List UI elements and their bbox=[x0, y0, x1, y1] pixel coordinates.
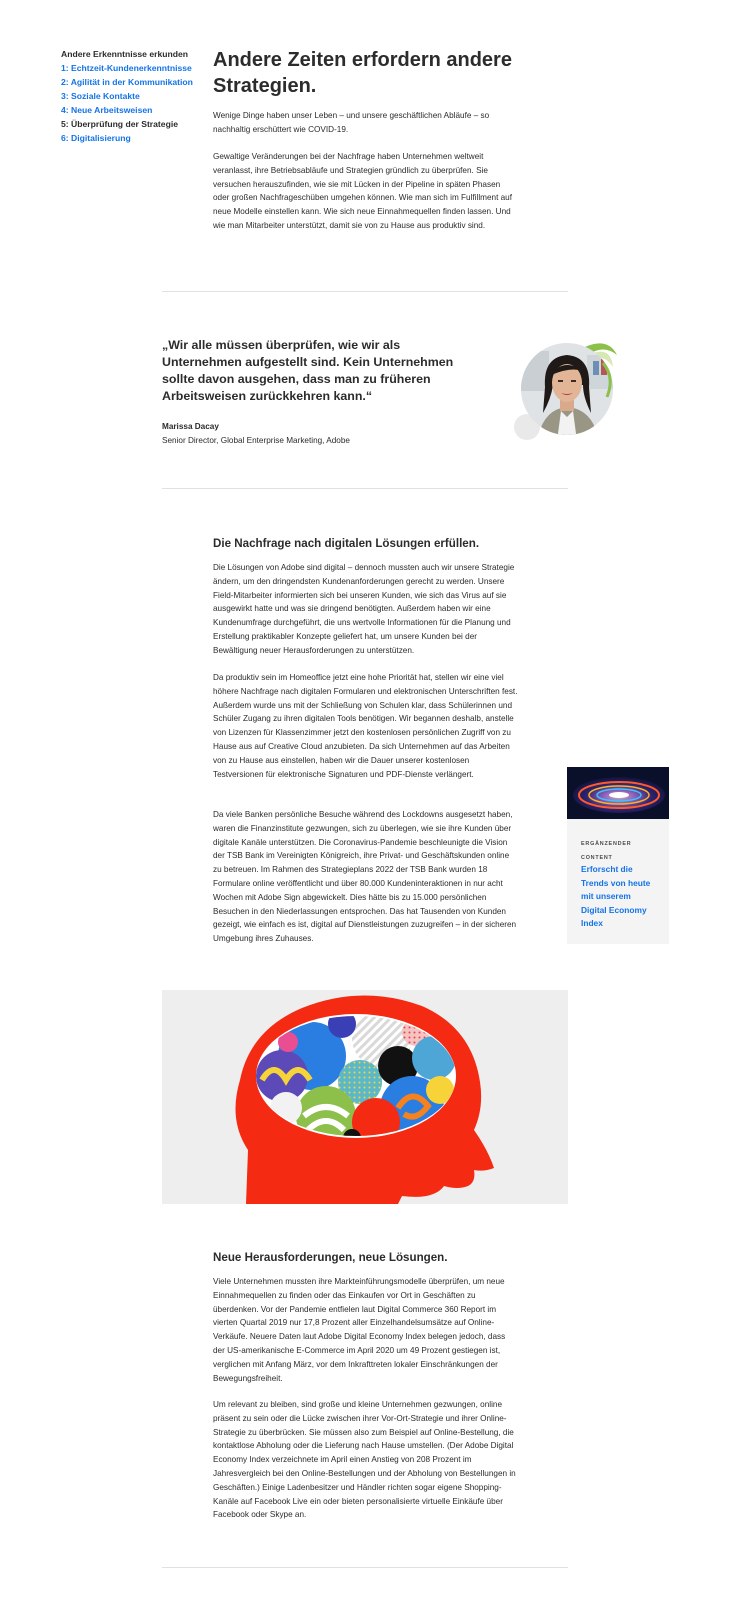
pull-quote: „Wir alle müssen überprüfen, wie wir als Unternehmen aufgestellt sind. Kein Unternehmen sollte davon ausgehen, dass man zu früheren Arbeitsweisen zurückkehren kann.“ bbox=[162, 338, 454, 403]
section-heading-digital-demand: Die Nachfrage nach digitalen Lösungen erfüllen. bbox=[213, 537, 480, 550]
card-label: ERGÄNZENDER CONTENT bbox=[581, 841, 632, 861]
section2-paragraph-1: Viele Unternehmen mussten ihre Markteinführungsmodelle überprüfen, um neue Einnahmequellen zu finden oder das Einkaufen vor Ort in Geschäften zu überdenken. Vor der Pandemie entfielen laut Digital Commerce 360 Report im vierten Quartal 2019 nur 17,8 Prozent aller Einzelhandelsumsätze auf Online-Verkäufe. Neuere Daten laut Adobe Digital Economy Index belegen jedoch, dass der US-amerikanische E-Commerce im April 2020 um 49 Prozent gestiegen ist, verglichen mit Anfang März, vor dem Inkrafttreten lokaler Einschränkungen der Bewegungsfreiheit. bbox=[213, 1277, 506, 1383]
toc-item-3[interactable]: 3: Soziale Kontakte bbox=[61, 91, 140, 101]
section1-paragraph-2: Da produktiv sein im Homeoffice jetzt eine hohe Priorität hat, stellen wir eine viel höhere Nachfrage nach digitalen Formularen und elektronischen Unterschriften fest. Außerdem wurde uns mit der Schließung von Schulen klar, dass Schülerinnen und Schüler Zugang zu ihren digitalen Tools benötigen. Wir begannen deshalb, anstelle von Lizenzen für Klassenzimmer jetzt den kostenlosen persönlichen Zugriff von zu Hause aus auf Creative Cloud anzubieten. Da sich Unternehmen auf das Arbeiten von zu Hause aus einstellen, haben wir die Dauer unserer kostenlosen Testversionen für elektronische Signaturen und PDF-Dienste verlängert. bbox=[213, 673, 518, 779]
section1-paragraph-3: Da viele Banken persönliche Besuche während des Lockdowns ausgesetzt haben, waren die Finanzinstitute gezwungen, sich zu überlegen, wie sie ihre Kunden über digitale Kanäle unterstützen. Die Coronavirus-Pandemie beschleunigte die Vision der TSB Bank im Vereinigten Königreich, ihre Privat- und Geschäftskunden online zu betreuen. Im Rahmen des Strategieplans 2022 der TSB Bank wurden 18 Formulare online veröffentlicht und über 80.000 Kundeninteraktionen in nur acht Wochen mit Adobe Sign abgewickelt. Dies hätte bis zu 15.000 persönlichen Besuchen in den Niederlassungen entsprochen. Das hat Tausenden von Kunden gezeigt, wie einfach es ist, digital auf Dienstleistungen zuzugreifen – in der sicheren Umgebung ihres Zuhauses. bbox=[213, 810, 517, 944]
quote-author-name: Marissa Dacay bbox=[162, 422, 219, 431]
toc-nav bbox=[61, 47, 201, 145]
section-heading-new-challenges: Neue Herausforderungen, neue Lösungen. bbox=[213, 1251, 448, 1264]
toc-item-2[interactable]: 2: Agilität in der Kommunikation bbox=[61, 77, 193, 87]
page-title: Andere Zeiten erfordern andere Strategien. bbox=[213, 49, 512, 97]
card-link-digital-economy-index[interactable]: Erforscht die Trends von heute mit unserem Digital Economy Index bbox=[581, 864, 651, 929]
toc-item-1[interactable]: 1: Echtzeit-Kundenerkenntnisse bbox=[61, 63, 192, 73]
divider bbox=[162, 1567, 568, 1568]
avatar bbox=[513, 337, 623, 447]
toc-item-5-active[interactable]: 5: Überprüfung der Strategie bbox=[61, 119, 178, 129]
intro-paragraph-1: Wenige Dinge haben unser Leben – und unsere geschäftlichen Abläufe – so nachhaltig erschüttert wie COVID-19. bbox=[213, 111, 490, 134]
toc-item-6[interactable]: 6: Digitalisierung bbox=[61, 133, 131, 143]
quote-author-title: Senior Director, Global Enterprise Marketing, Adobe bbox=[162, 436, 350, 445]
divider bbox=[162, 291, 568, 292]
divider bbox=[162, 488, 568, 489]
related-content-card[interactable] bbox=[567, 767, 669, 944]
intro-paragraph-2: Gewaltige Veränderungen bei der Nachfrage haben Unternehmen weltweit veranlasst, ihre Betriebsabläufe und Strategien gründlich zu überprüfen. Sie versuchen herauszufinden, wie sie mit Lücken in der Pipeline in späten Phasen oder großen Nachfrageschüben umgehen können. Wie man sich im Fulfillment auf neue Modelle einstellen kann. Wie sich neue Einnahmequellen finden lassen. Und wie man Mitarbeiter unterstützt, damit sie von zu Hause aus produktiv sind. bbox=[213, 152, 512, 230]
section2-paragraph-2: Um relevant zu bleiben, sind große und kleine Unternehmen gezwungen, online präsent zu sein oder die Lücke zwischen ihrer Vor-Ort-Strategie und ihrer Online-Strategie zu überbrücken. Sie müssen also zum Beispiel auf Online-Bestellung, die kontaktlose Abholung oder die Lieferung nach Hause umstellen. (Der Adobe Digital Economy Index verzeichnete im April einen Anstieg von 208 Prozent im Jahresvergleich bei den Online-Bestellungen und der Abholung von Bestellungen in Geschäften.) Einige Ladenbesitzer und Händler richten sogar eigene Shopping-Kanäle auf Facebook Live ein oder bieten personalisierte virtuelle Einkäufe über Facebook oder Skype an. bbox=[213, 1400, 516, 1520]
card-thumbnail-image bbox=[567, 767, 669, 819]
head-illustration bbox=[162, 990, 568, 1204]
toc-heading: Andere Erkenntnisse erkunden bbox=[61, 49, 189, 59]
section1-paragraph-1: Die Lösungen von Adobe sind digital – dennoch mussten auch wir unsere Strategie ändern, um den dringendsten Kundenanforderungen gerecht zu werden. Unsere Field-Mitarbeiter informierten sich bei unseren Kunden, wie sich das Virus auf sie ausgewirkt hatte und was sie dringend benötigten. Außerdem haben wir eine Kundenumfrage durchgeführt, die uns wertvolle Informationen für die Planung und Erstellung praktikabler Konzepte geliefert hat, um unsere Kunden bei der Bewältigung neuer Herausforderungen zu unterstützen. bbox=[213, 563, 515, 655]
toc-item-4[interactable]: 4: Neue Arbeitsweisen bbox=[61, 105, 153, 115]
